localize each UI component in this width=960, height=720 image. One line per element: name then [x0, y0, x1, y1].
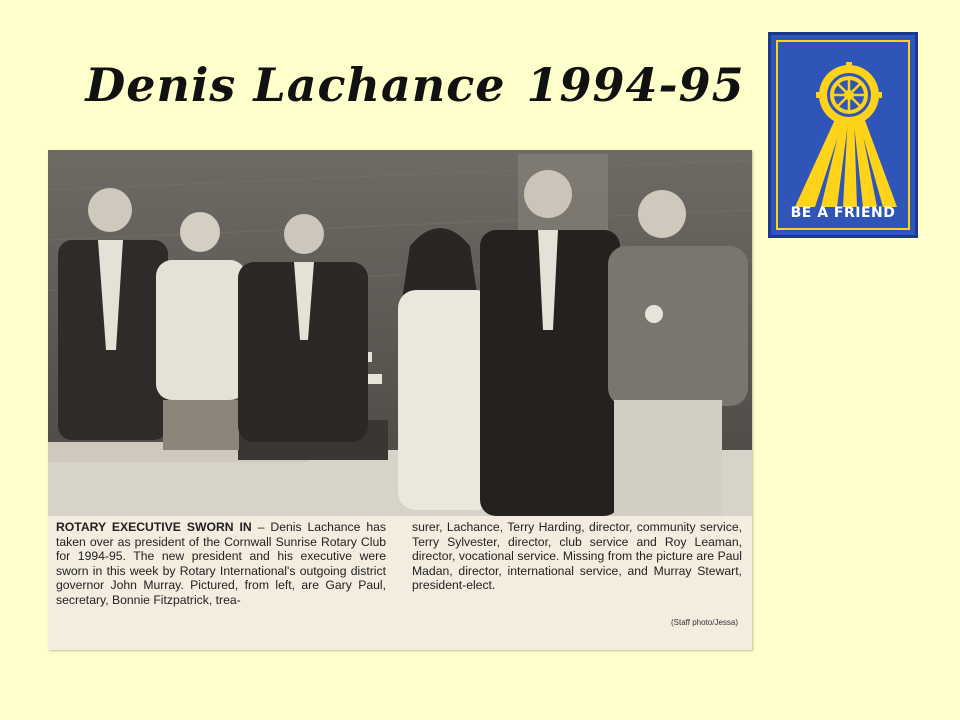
caption-headline: ROTARY EXECUTIVE SWORN IN [56, 520, 252, 534]
logo-text: BE A FRIEND [790, 205, 896, 221]
caption-column-left [56, 520, 386, 608]
caption-text-right: surer, Lachance, Terry Harding, director, community service, Terry Sylvester, director, club service and Roy Leaman, director, vocational service. Missing from the picture are Paul Madan, director, international service, and Murray Stewart, president-elect. [412, 520, 742, 593]
newspaper-clipping [48, 150, 752, 650]
slide-title [0, 58, 830, 112]
caption-text-left: – Denis Lachance has taken over as president of the Cornwall Sunrise Rotary Club for 1994-95. The new president and his executive were sworn in this week by Rotary International's outgoing district governor John Murray. Pictured, from left, are Gary Paul, secretary, Bonnie Fitzpatrick, trea- [56, 520, 386, 607]
photo-caption [56, 520, 744, 640]
title-year: 1994-95 [526, 58, 745, 112]
photo-credit: (Staff photo/Jessa) [671, 618, 738, 627]
title-name: Denis Lachance [85, 58, 506, 112]
caption-column-right [412, 520, 742, 593]
rotary-logo [768, 32, 918, 238]
group-photo [48, 150, 752, 516]
